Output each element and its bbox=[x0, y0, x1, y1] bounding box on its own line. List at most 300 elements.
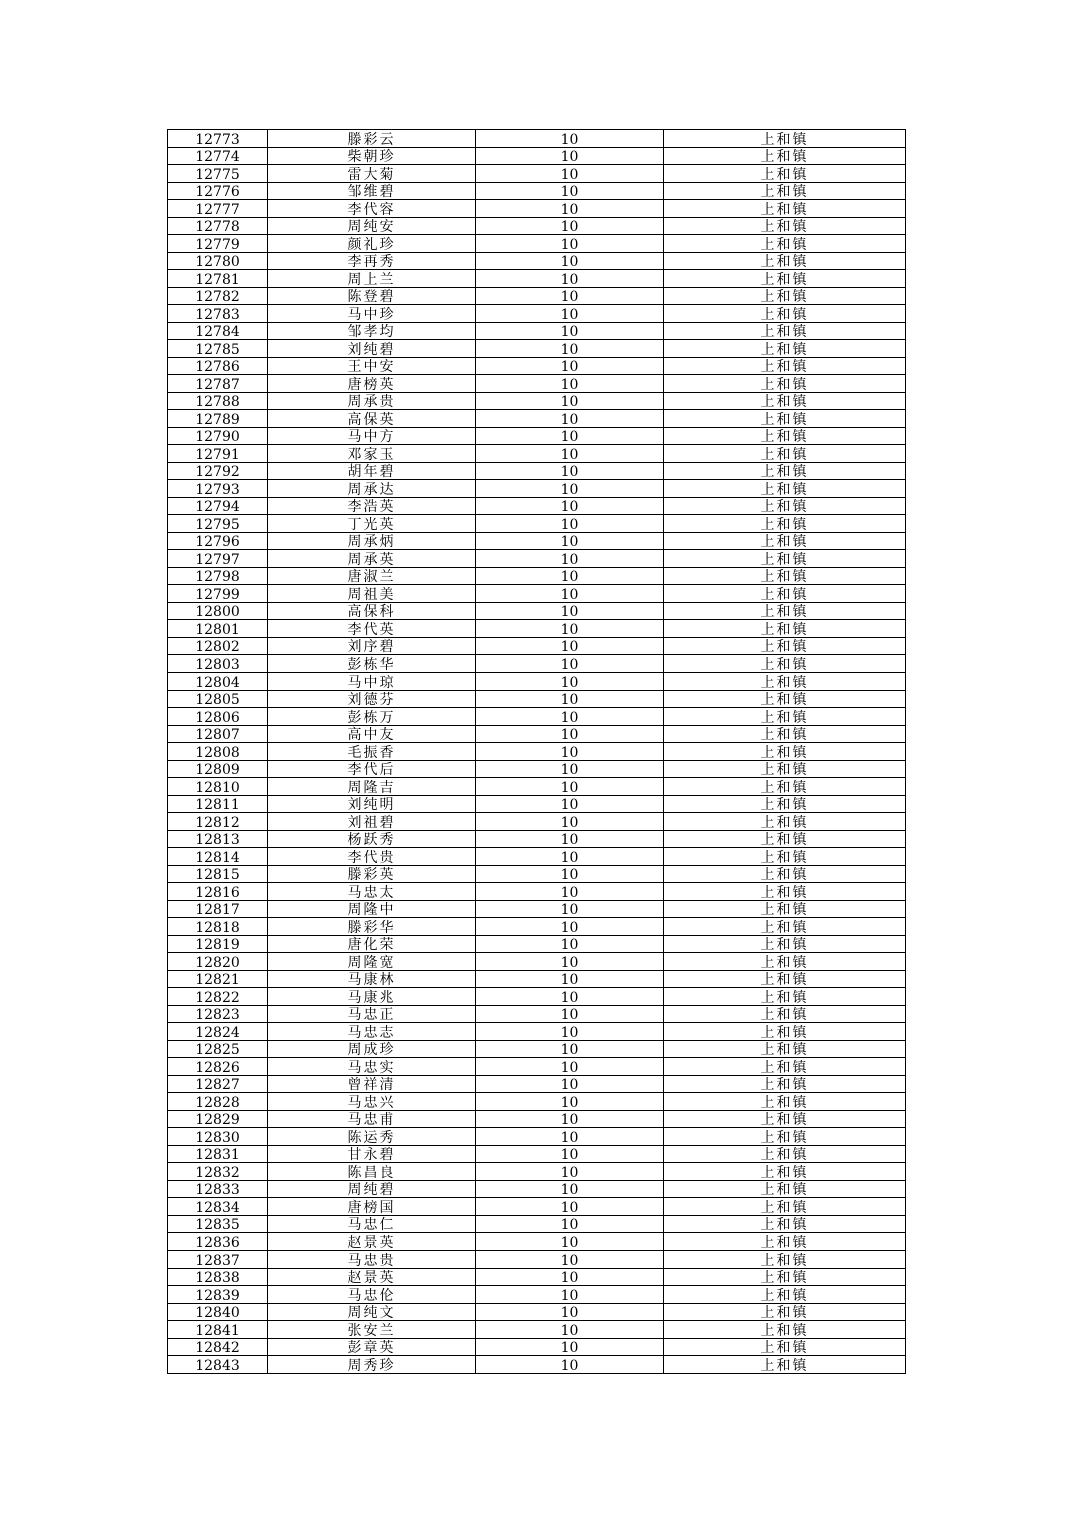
table-row bbox=[168, 480, 906, 498]
table-row bbox=[168, 988, 906, 1006]
amount-cell: 10 bbox=[476, 410, 664, 428]
table-row bbox=[168, 725, 906, 743]
table-row bbox=[168, 865, 906, 883]
person-name-cell: 周承炳 bbox=[268, 532, 476, 550]
town-name-cell: 上和镇 bbox=[664, 252, 906, 270]
table-row bbox=[168, 235, 906, 253]
amount-cell: 10 bbox=[476, 1198, 664, 1216]
amount-cell: 10 bbox=[476, 1215, 664, 1233]
table-row bbox=[168, 567, 906, 585]
amount-cell: 10 bbox=[476, 322, 664, 340]
record-id-cell: 12833 bbox=[168, 1180, 268, 1198]
town-name-cell: 上和镇 bbox=[664, 392, 906, 410]
record-id-cell: 12835 bbox=[168, 1215, 268, 1233]
town-name-cell: 上和镇 bbox=[664, 1023, 906, 1041]
amount-cell: 10 bbox=[476, 813, 664, 831]
amount-cell: 10 bbox=[476, 918, 664, 936]
town-name-cell: 上和镇 bbox=[664, 708, 906, 726]
town-name-cell: 上和镇 bbox=[664, 1075, 906, 1093]
table-row bbox=[168, 690, 906, 708]
record-id-cell: 12841 bbox=[168, 1321, 268, 1339]
person-name-cell: 周承贵 bbox=[268, 392, 476, 410]
record-id-cell: 12823 bbox=[168, 1005, 268, 1023]
town-name-cell: 上和镇 bbox=[664, 1286, 906, 1304]
record-id-cell: 12775 bbox=[168, 165, 268, 183]
record-id-cell: 12829 bbox=[168, 1110, 268, 1128]
amount-cell: 10 bbox=[476, 602, 664, 620]
amount-cell: 10 bbox=[476, 1128, 664, 1146]
town-name-cell: 上和镇 bbox=[664, 1040, 906, 1058]
amount-cell: 10 bbox=[476, 217, 664, 235]
table-row bbox=[168, 392, 906, 410]
person-name-cell: 邓家玉 bbox=[268, 445, 476, 463]
town-name-cell: 上和镇 bbox=[664, 305, 906, 323]
table-row bbox=[168, 1198, 906, 1216]
table-row bbox=[168, 1303, 906, 1321]
person-name-cell: 周承英 bbox=[268, 550, 476, 568]
amount-cell: 10 bbox=[476, 1040, 664, 1058]
record-id-cell: 12776 bbox=[168, 182, 268, 200]
person-name-cell: 周纯安 bbox=[268, 217, 476, 235]
person-name-cell: 王中安 bbox=[268, 357, 476, 375]
record-id-cell: 12834 bbox=[168, 1198, 268, 1216]
table-row bbox=[168, 200, 906, 218]
person-name-cell: 甘永碧 bbox=[268, 1145, 476, 1163]
record-id-cell: 12801 bbox=[168, 620, 268, 638]
town-name-cell: 上和镇 bbox=[664, 918, 906, 936]
table-row bbox=[168, 1268, 906, 1286]
table-row bbox=[168, 217, 906, 235]
record-table bbox=[167, 129, 906, 1374]
town-name-cell: 上和镇 bbox=[664, 830, 906, 848]
record-id-cell: 12785 bbox=[168, 340, 268, 358]
person-name-cell: 周隆宽 bbox=[268, 953, 476, 971]
table-row bbox=[168, 147, 906, 165]
amount-cell: 10 bbox=[476, 515, 664, 533]
person-name-cell: 彭栋华 bbox=[268, 655, 476, 673]
amount-cell: 10 bbox=[476, 865, 664, 883]
table-row bbox=[168, 462, 906, 480]
table-row bbox=[168, 743, 906, 761]
table-row bbox=[168, 655, 906, 673]
record-id-cell: 12842 bbox=[168, 1338, 268, 1356]
town-name-cell: 上和镇 bbox=[664, 1303, 906, 1321]
town-name-cell: 上和镇 bbox=[664, 270, 906, 288]
amount-cell: 10 bbox=[476, 235, 664, 253]
town-name-cell: 上和镇 bbox=[664, 515, 906, 533]
person-name-cell: 李代容 bbox=[268, 200, 476, 218]
record-id-cell: 12800 bbox=[168, 602, 268, 620]
person-name-cell: 丁光英 bbox=[268, 515, 476, 533]
town-name-cell: 上和镇 bbox=[664, 410, 906, 428]
town-name-cell: 上和镇 bbox=[664, 988, 906, 1006]
record-id-cell: 12812 bbox=[168, 813, 268, 831]
amount-cell: 10 bbox=[476, 672, 664, 690]
person-name-cell: 马忠伦 bbox=[268, 1286, 476, 1304]
record-id-cell: 12802 bbox=[168, 637, 268, 655]
record-id-cell: 12795 bbox=[168, 515, 268, 533]
record-id-cell: 12784 bbox=[168, 322, 268, 340]
table-row bbox=[168, 305, 906, 323]
person-name-cell: 胡年碧 bbox=[268, 462, 476, 480]
amount-cell: 10 bbox=[476, 375, 664, 393]
town-name-cell: 上和镇 bbox=[664, 287, 906, 305]
person-name-cell: 唐榜国 bbox=[268, 1198, 476, 1216]
amount-cell: 10 bbox=[476, 165, 664, 183]
person-name-cell: 马康兆 bbox=[268, 988, 476, 1006]
amount-cell: 10 bbox=[476, 1268, 664, 1286]
table-row bbox=[168, 1058, 906, 1076]
town-name-cell: 上和镇 bbox=[664, 1356, 906, 1374]
town-name-cell: 上和镇 bbox=[664, 147, 906, 165]
amount-cell: 10 bbox=[476, 270, 664, 288]
record-id-cell: 12780 bbox=[168, 252, 268, 270]
table-row bbox=[168, 620, 906, 638]
person-name-cell: 杨跃秀 bbox=[268, 830, 476, 848]
record-id-cell: 12817 bbox=[168, 900, 268, 918]
town-name-cell: 上和镇 bbox=[664, 550, 906, 568]
person-name-cell: 马康林 bbox=[268, 970, 476, 988]
person-name-cell: 刘序碧 bbox=[268, 637, 476, 655]
table-row bbox=[168, 287, 906, 305]
table-row bbox=[168, 410, 906, 428]
record-id-cell: 12820 bbox=[168, 953, 268, 971]
town-name-cell: 上和镇 bbox=[664, 848, 906, 866]
record-id-cell: 12803 bbox=[168, 655, 268, 673]
person-name-cell: 周祖美 bbox=[268, 585, 476, 603]
town-name-cell: 上和镇 bbox=[664, 1251, 906, 1269]
amount-cell: 10 bbox=[476, 182, 664, 200]
amount-cell: 10 bbox=[476, 1093, 664, 1111]
amount-cell: 10 bbox=[476, 480, 664, 498]
person-name-cell: 刘纯碧 bbox=[268, 340, 476, 358]
person-name-cell: 马忠甫 bbox=[268, 1110, 476, 1128]
town-name-cell: 上和镇 bbox=[664, 1268, 906, 1286]
record-id-cell: 12826 bbox=[168, 1058, 268, 1076]
person-name-cell: 邹维碧 bbox=[268, 182, 476, 200]
person-name-cell: 马中方 bbox=[268, 427, 476, 445]
amount-cell: 10 bbox=[476, 883, 664, 901]
town-name-cell: 上和镇 bbox=[664, 1005, 906, 1023]
town-name-cell: 上和镇 bbox=[664, 1321, 906, 1339]
record-id-cell: 12796 bbox=[168, 532, 268, 550]
amount-cell: 10 bbox=[476, 620, 664, 638]
town-name-cell: 上和镇 bbox=[664, 217, 906, 235]
amount-cell: 10 bbox=[476, 1251, 664, 1269]
town-name-cell: 上和镇 bbox=[664, 585, 906, 603]
person-name-cell: 彭栋万 bbox=[268, 708, 476, 726]
town-name-cell: 上和镇 bbox=[664, 462, 906, 480]
table-row bbox=[168, 1040, 906, 1058]
person-name-cell: 周上兰 bbox=[268, 270, 476, 288]
table-row bbox=[168, 1093, 906, 1111]
person-name-cell: 马忠贵 bbox=[268, 1251, 476, 1269]
amount-cell: 10 bbox=[476, 655, 664, 673]
amount-cell: 10 bbox=[476, 147, 664, 165]
table-row bbox=[168, 515, 906, 533]
record-id-cell: 12806 bbox=[168, 708, 268, 726]
table-row bbox=[168, 497, 906, 515]
town-name-cell: 上和镇 bbox=[664, 953, 906, 971]
person-name-cell: 李代贵 bbox=[268, 848, 476, 866]
amount-cell: 10 bbox=[476, 795, 664, 813]
person-name-cell: 高保英 bbox=[268, 410, 476, 428]
record-id-cell: 12837 bbox=[168, 1251, 268, 1269]
amount-cell: 10 bbox=[476, 690, 664, 708]
town-name-cell: 上和镇 bbox=[664, 235, 906, 253]
record-id-cell: 12779 bbox=[168, 235, 268, 253]
town-name-cell: 上和镇 bbox=[664, 480, 906, 498]
amount-cell: 10 bbox=[476, 1145, 664, 1163]
amount-cell: 10 bbox=[476, 637, 664, 655]
table-row bbox=[168, 708, 906, 726]
amount-cell: 10 bbox=[476, 1023, 664, 1041]
record-id-cell: 12794 bbox=[168, 497, 268, 515]
table-row bbox=[168, 602, 906, 620]
person-name-cell: 李再秀 bbox=[268, 252, 476, 270]
town-name-cell: 上和镇 bbox=[664, 427, 906, 445]
person-name-cell: 滕彩云 bbox=[268, 130, 476, 148]
amount-cell: 10 bbox=[476, 988, 664, 1006]
person-name-cell: 彭章英 bbox=[268, 1338, 476, 1356]
table-row bbox=[168, 1215, 906, 1233]
amount-cell: 10 bbox=[476, 725, 664, 743]
record-id-cell: 12838 bbox=[168, 1268, 268, 1286]
town-name-cell: 上和镇 bbox=[664, 1110, 906, 1128]
town-name-cell: 上和镇 bbox=[664, 1128, 906, 1146]
town-name-cell: 上和镇 bbox=[664, 165, 906, 183]
person-name-cell: 周秀珍 bbox=[268, 1356, 476, 1374]
record-table-body bbox=[168, 130, 906, 1374]
person-name-cell: 马忠仁 bbox=[268, 1215, 476, 1233]
amount-cell: 10 bbox=[476, 778, 664, 796]
table-row bbox=[168, 778, 906, 796]
table-row bbox=[168, 953, 906, 971]
record-id-cell: 12799 bbox=[168, 585, 268, 603]
amount-cell: 10 bbox=[476, 935, 664, 953]
table-row bbox=[168, 1163, 906, 1181]
record-id-cell: 12815 bbox=[168, 865, 268, 883]
amount-cell: 10 bbox=[476, 130, 664, 148]
amount-cell: 10 bbox=[476, 953, 664, 971]
person-name-cell: 周隆吉 bbox=[268, 778, 476, 796]
table-row bbox=[168, 130, 906, 148]
person-name-cell: 李代后 bbox=[268, 760, 476, 778]
town-name-cell: 上和镇 bbox=[664, 778, 906, 796]
amount-cell: 10 bbox=[476, 200, 664, 218]
person-name-cell: 邹孝均 bbox=[268, 322, 476, 340]
town-name-cell: 上和镇 bbox=[664, 497, 906, 515]
record-id-cell: 12810 bbox=[168, 778, 268, 796]
table-row bbox=[168, 1286, 906, 1304]
table-row bbox=[168, 357, 906, 375]
record-id-cell: 12813 bbox=[168, 830, 268, 848]
record-id-cell: 12793 bbox=[168, 480, 268, 498]
amount-cell: 10 bbox=[476, 357, 664, 375]
amount-cell: 10 bbox=[476, 1286, 664, 1304]
amount-cell: 10 bbox=[476, 1058, 664, 1076]
record-id-cell: 12786 bbox=[168, 357, 268, 375]
record-id-cell: 12783 bbox=[168, 305, 268, 323]
town-name-cell: 上和镇 bbox=[664, 445, 906, 463]
table-row bbox=[168, 1023, 906, 1041]
person-name-cell: 周纯碧 bbox=[268, 1180, 476, 1198]
table-row bbox=[168, 760, 906, 778]
record-id-cell: 12819 bbox=[168, 935, 268, 953]
table-row bbox=[168, 252, 906, 270]
table-row bbox=[168, 848, 906, 866]
person-name-cell: 赵景英 bbox=[268, 1233, 476, 1251]
town-name-cell: 上和镇 bbox=[664, 743, 906, 761]
person-name-cell: 陈登碧 bbox=[268, 287, 476, 305]
town-name-cell: 上和镇 bbox=[664, 620, 906, 638]
table-row bbox=[168, 813, 906, 831]
amount-cell: 10 bbox=[476, 900, 664, 918]
person-name-cell: 马中琼 bbox=[268, 672, 476, 690]
person-name-cell: 马忠太 bbox=[268, 883, 476, 901]
person-name-cell: 马忠志 bbox=[268, 1023, 476, 1041]
person-name-cell: 周隆中 bbox=[268, 900, 476, 918]
record-id-cell: 12828 bbox=[168, 1093, 268, 1111]
record-id-cell: 12804 bbox=[168, 672, 268, 690]
record-id-cell: 12821 bbox=[168, 970, 268, 988]
record-id-cell: 12811 bbox=[168, 795, 268, 813]
record-id-cell: 12840 bbox=[168, 1303, 268, 1321]
amount-cell: 10 bbox=[476, 497, 664, 515]
record-id-cell: 12818 bbox=[168, 918, 268, 936]
table-row bbox=[168, 1180, 906, 1198]
table-row bbox=[168, 1338, 906, 1356]
person-name-cell: 周承达 bbox=[268, 480, 476, 498]
table-row bbox=[168, 1075, 906, 1093]
person-name-cell: 周纯文 bbox=[268, 1303, 476, 1321]
person-name-cell: 马中珍 bbox=[268, 305, 476, 323]
record-id-cell: 12832 bbox=[168, 1163, 268, 1181]
record-id-cell: 12822 bbox=[168, 988, 268, 1006]
record-id-cell: 12778 bbox=[168, 217, 268, 235]
amount-cell: 10 bbox=[476, 1356, 664, 1374]
amount-cell: 10 bbox=[476, 567, 664, 585]
table-row bbox=[168, 1128, 906, 1146]
town-name-cell: 上和镇 bbox=[664, 375, 906, 393]
person-name-cell: 马忠实 bbox=[268, 1058, 476, 1076]
record-id-cell: 12789 bbox=[168, 410, 268, 428]
person-name-cell: 高保科 bbox=[268, 602, 476, 620]
town-name-cell: 上和镇 bbox=[664, 690, 906, 708]
table-row bbox=[168, 795, 906, 813]
record-id-cell: 12792 bbox=[168, 462, 268, 480]
amount-cell: 10 bbox=[476, 1005, 664, 1023]
table-row bbox=[168, 182, 906, 200]
town-name-cell: 上和镇 bbox=[664, 130, 906, 148]
record-id-cell: 12807 bbox=[168, 725, 268, 743]
table-row bbox=[168, 1251, 906, 1269]
person-name-cell: 曾祥清 bbox=[268, 1075, 476, 1093]
person-name-cell: 唐化荣 bbox=[268, 935, 476, 953]
town-name-cell: 上和镇 bbox=[664, 340, 906, 358]
person-name-cell: 张安兰 bbox=[268, 1321, 476, 1339]
table-row bbox=[168, 270, 906, 288]
town-name-cell: 上和镇 bbox=[664, 813, 906, 831]
town-name-cell: 上和镇 bbox=[664, 200, 906, 218]
town-name-cell: 上和镇 bbox=[664, 883, 906, 901]
record-id-cell: 12798 bbox=[168, 567, 268, 585]
table-row bbox=[168, 375, 906, 393]
table-row bbox=[168, 900, 906, 918]
town-name-cell: 上和镇 bbox=[664, 970, 906, 988]
person-name-cell: 柴朝珍 bbox=[268, 147, 476, 165]
amount-cell: 10 bbox=[476, 848, 664, 866]
record-id-cell: 12790 bbox=[168, 427, 268, 445]
amount-cell: 10 bbox=[476, 340, 664, 358]
record-id-cell: 12773 bbox=[168, 130, 268, 148]
town-name-cell: 上和镇 bbox=[664, 760, 906, 778]
person-name-cell: 高中友 bbox=[268, 725, 476, 743]
amount-cell: 10 bbox=[476, 305, 664, 323]
town-name-cell: 上和镇 bbox=[664, 1198, 906, 1216]
amount-cell: 10 bbox=[476, 392, 664, 410]
record-id-cell: 12824 bbox=[168, 1023, 268, 1041]
person-name-cell: 滕彩华 bbox=[268, 918, 476, 936]
table-row bbox=[168, 1321, 906, 1339]
record-id-cell: 12830 bbox=[168, 1128, 268, 1146]
table-row bbox=[168, 970, 906, 988]
amount-cell: 10 bbox=[476, 1321, 664, 1339]
record-id-cell: 12791 bbox=[168, 445, 268, 463]
amount-cell: 10 bbox=[476, 970, 664, 988]
record-id-cell: 12809 bbox=[168, 760, 268, 778]
amount-cell: 10 bbox=[476, 427, 664, 445]
person-name-cell: 陈运秀 bbox=[268, 1128, 476, 1146]
table-row bbox=[168, 935, 906, 953]
amount-cell: 10 bbox=[476, 462, 664, 480]
town-name-cell: 上和镇 bbox=[664, 672, 906, 690]
table-row bbox=[168, 165, 906, 183]
record-id-cell: 12839 bbox=[168, 1286, 268, 1304]
town-name-cell: 上和镇 bbox=[664, 1145, 906, 1163]
amount-cell: 10 bbox=[476, 550, 664, 568]
person-name-cell: 滕彩英 bbox=[268, 865, 476, 883]
amount-cell: 10 bbox=[476, 287, 664, 305]
record-id-cell: 12805 bbox=[168, 690, 268, 708]
table-row bbox=[168, 445, 906, 463]
person-name-cell: 马忠兴 bbox=[268, 1093, 476, 1111]
person-name-cell: 陈昌良 bbox=[268, 1163, 476, 1181]
table-row bbox=[168, 427, 906, 445]
town-name-cell: 上和镇 bbox=[664, 357, 906, 375]
amount-cell: 10 bbox=[476, 830, 664, 848]
table-row bbox=[168, 1005, 906, 1023]
town-name-cell: 上和镇 bbox=[664, 655, 906, 673]
record-id-cell: 12787 bbox=[168, 375, 268, 393]
record-id-cell: 12808 bbox=[168, 743, 268, 761]
town-name-cell: 上和镇 bbox=[664, 1163, 906, 1181]
amount-cell: 10 bbox=[476, 1075, 664, 1093]
person-name-cell: 刘祖碧 bbox=[268, 813, 476, 831]
amount-cell: 10 bbox=[476, 532, 664, 550]
town-name-cell: 上和镇 bbox=[664, 322, 906, 340]
table-row bbox=[168, 1145, 906, 1163]
person-name-cell: 雷大菊 bbox=[268, 165, 476, 183]
town-name-cell: 上和镇 bbox=[664, 1180, 906, 1198]
table-row bbox=[168, 585, 906, 603]
record-id-cell: 12797 bbox=[168, 550, 268, 568]
table-row bbox=[168, 1356, 906, 1374]
record-id-cell: 12831 bbox=[168, 1145, 268, 1163]
amount-cell: 10 bbox=[476, 252, 664, 270]
amount-cell: 10 bbox=[476, 1303, 664, 1321]
amount-cell: 10 bbox=[476, 1180, 664, 1198]
